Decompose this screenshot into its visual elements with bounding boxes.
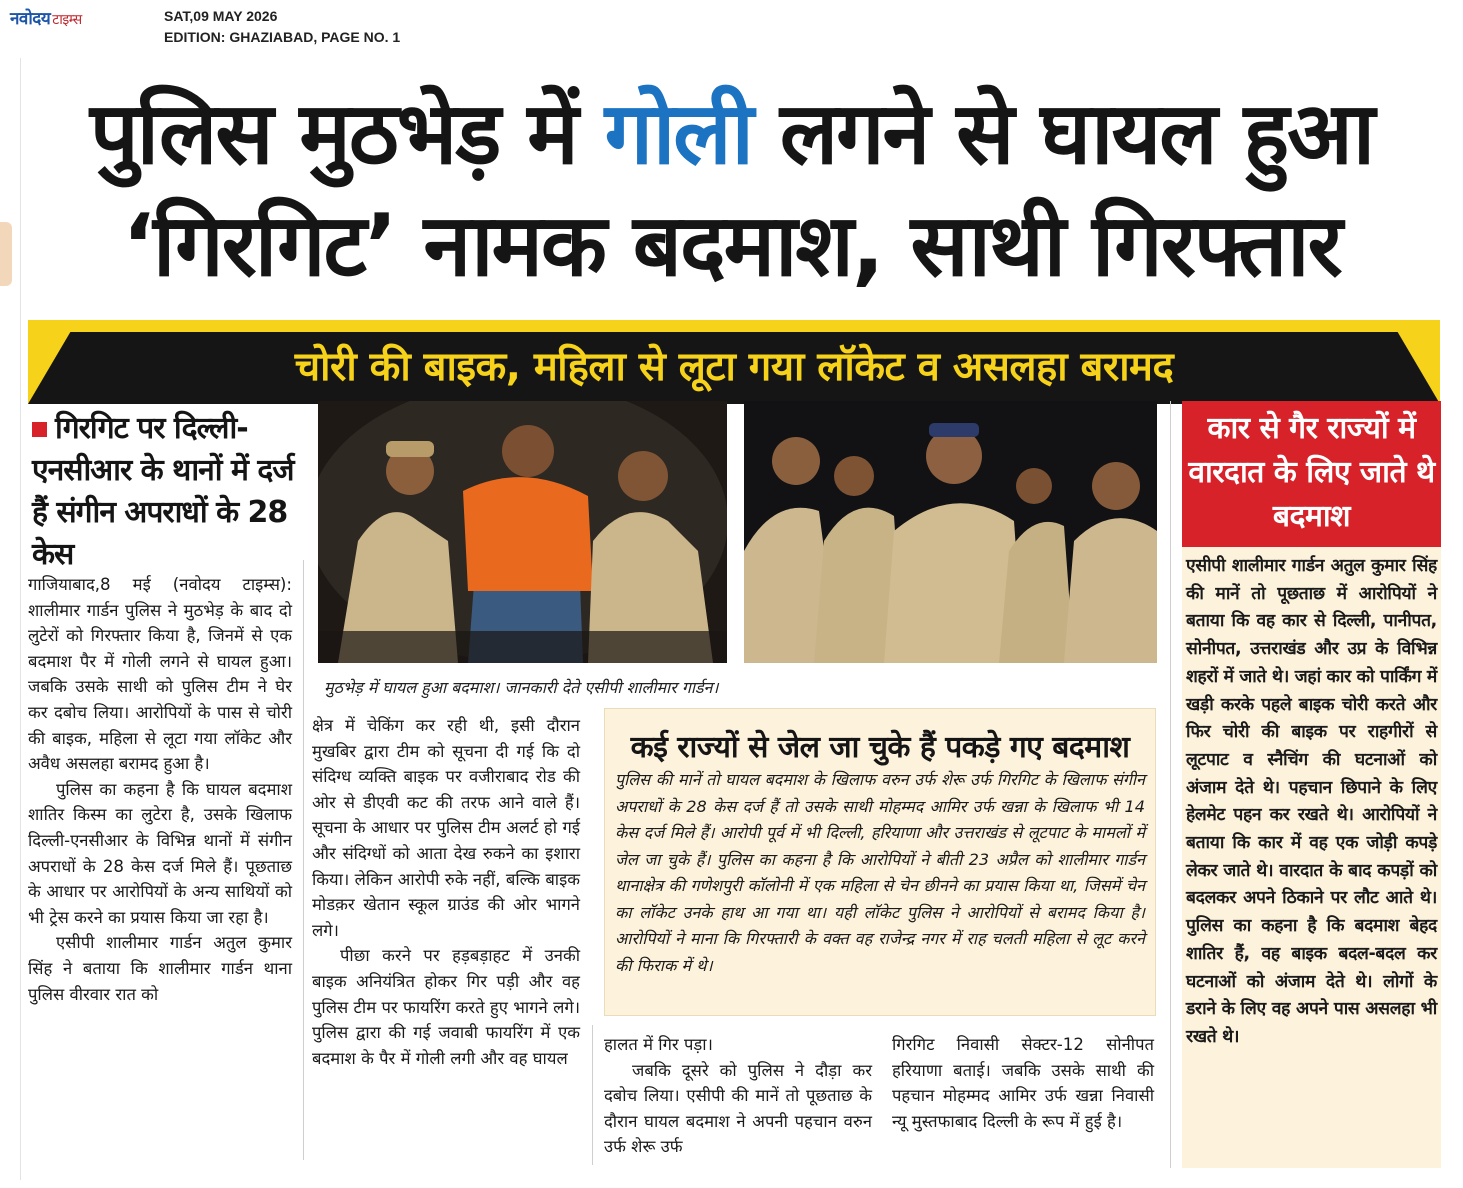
box-title: कई राज्यों से जेल जा चुके हैं पकड़े गए बदमाश — [630, 730, 1130, 765]
dateline — [164, 6, 400, 48]
page-header — [0, 0, 1463, 52]
headline-pre: पुलिस मुठभेड़ में — [89, 84, 605, 184]
side-headline-text: गिरगिट पर दिल्ली-एनसीआर के थानों में दर्ज हैं संगीन अपराधों के 28 केस — [32, 411, 294, 572]
paragraph: जबकि दूसरे को पुलिस ने दौड़ा कर दबोच लिया। एसीपी की मानें तो पूछताछ के दौरान घायल बदमाश ने अपनी पहचान वरुन उर्फ शेरू उर्फ — [604, 1060, 872, 1157]
headline-line-2: ‘गिरगिट’ नामक बदमाश, साथी गिरफ्तार — [122, 196, 1341, 296]
box-title-panel — [1182, 401, 1441, 547]
sidebar-box-jail-history — [604, 708, 1156, 1016]
issue-date: SAT,09 MAY 2026 — [164, 8, 278, 24]
red-square-bullet-icon — [32, 422, 47, 437]
logo-sub: टाइम्स — [52, 12, 82, 28]
article-column-4 — [892, 1032, 1154, 1134]
edition-info: EDITION: GHAZIABAD, PAGE NO. 1 — [164, 29, 401, 45]
sub-headline-strap — [28, 320, 1440, 404]
paragraph: पीछा करने पर हड़बड़ाहट में उनकी बाइक अनियंत्रित होकर गिर पड़ी और वह पुलिस टीम पर फायरिंग करते हुए भागने लगे। पुलिस द्वारा की गई जवाबी फायरिंग में एक बदमाश के पैर में गोली लगी और वह घायल — [312, 946, 580, 1068]
article-column-2 — [312, 713, 580, 1071]
article-column-1 — [28, 572, 292, 1007]
headline-post: लगने से घायल हुआ — [751, 84, 1374, 184]
box-text: पुलिस की मानें तो घायल बदमाश के खिलाफ वरुन उर्फ शेरू उर्फ गिरगिट के खिलाफ संगीन अपराधों के 28 केस दर्ज हैं तो उसके साथी मोहम्मद आमिर उर्फ खन्ना के खिलाफ भी 14 केस दर्ज मिले हैं। आरोपी पूर्व में भी दिल्ली, हरियाणा और उत्तराखंड से लूटपाट के मामलों में जेल जा चुके हैं। पुलिस का कहना है कि आरोपियों ने बीती 23 अप्रैल को शालीमार गार्डन थानाक्षेत्र की गणेशपुरी कॉलोनी में एक महिला से चेन छीनने का प्रयास किया था, जिसमें चेन का लॉकेट उनके हाथ आ गया था। यही लॉकेट पुलिस ने आरोपियों से बरामद किया है। आरोपियों ने माना कि गिरफ्तारी के वक्त वह राजेन्द्र नगर में राह चलती महिला से लूट करने की फिराक में थे। — [615, 770, 1145, 975]
photo-caption: मुठभेड़ में घायल हुआ बदमाश। जानकारी देते एसीपी शालीमार गार्डन। — [324, 678, 719, 697]
paragraph: गिरगिट निवासी सेक्टर-12 सोनीपत हरियाणा बताई। जबकि उसके साथी की पहचान मोहम्मद आमिर उर्फ खन्ना निवासी न्यू मुस्तफाबाद दिल्ली के रूप में हुई है। — [892, 1035, 1154, 1131]
box-title: कार से गैर राज्यों में वारदात के लिए जाते थे बदमाश — [1188, 411, 1435, 534]
column-divider — [1170, 401, 1171, 1168]
paragraph: पुलिस का कहना है कि घायल बदमाश शातिर किस्म का लुटेरा है, उसके खिलाफ दिल्ली-एनसीआर के विभिन्न थानों में संगीन अपराधों के 28 केस दर्ज मिले हैं। पूछताछ के आधार पर आरोपियों के अन्य साथियों को भी ट्रेस करने का प्रयास किया जा रहा है। — [28, 779, 292, 927]
article-column-3 — [604, 1032, 872, 1160]
paragraph: एसीपी शालीमार गार्डन अतुल कुमार सिंह ने बताया कि शालीमार गार्डन थाना पुलिस वीरवार रात को — [28, 933, 292, 1004]
sidebar-box-car-travel — [1182, 401, 1441, 1168]
headline-highlight: गोली — [604, 84, 752, 184]
side-headline — [32, 408, 294, 576]
paragraph: गाजियाबाद,8 मई (नवोदय टाइम्स): शालीमार गार्डन पुलिस ने मुठभेड़ के बाद दो लुटेरों को गिरफ्तार किया है, जिनमें से एक बदमाश पैर में गोली लगने से घायल हुआ। जबकि उसके साथी को पुलिस टीम ने घेर कर दबोच लिया। आरोपियों के पास से चोरी की बाइक, महिला से लूटा गया लॉकेट और अवैध असलहा बरामद हुआ है। — [28, 575, 292, 774]
paragraph: हालत में गिर पड़ा। — [604, 1035, 713, 1054]
photo-police-officers[interactable] — [744, 401, 1157, 663]
strap-text: चोरी की बाइक, महिला से लूटा गया लॉकेट व असलहा बरामद — [294, 344, 1174, 390]
photo-injured-suspect[interactable] — [318, 401, 727, 663]
column-divider — [303, 560, 304, 1160]
photo-injured-suspect-graphic — [318, 401, 727, 663]
column-divider — [592, 1025, 593, 1165]
logo-main: नवोदय — [10, 9, 51, 29]
headline-line-1 — [0, 78, 1463, 190]
newspaper-logo[interactable] — [10, 6, 82, 29]
paragraph: क्षेत्र में चेकिंग कर रही थी, इसी दौरान मुखबिर द्वारा टीम को सूचना दी गई कि दो संदिग्ध व्यक्ति बाइक पर वजीराबाद रोड की ओर से डीएवी कट की तरफ आने वाले हैं। सूचना के आधार पर पुलिस टीम अलर्ट हो गई और संदिग्धों को आता देख रुकने का इशारा किया। लेकिन आरोपी रुके नहीं, बल्कि बाइक मोडक़र खेतान स्कूल ग्राउंड की ओर भागने लगे। — [312, 716, 580, 940]
box-text: एसीपी शालीमार गार्डन अतुल कुमार सिंह की मानें तो पूछताछ में आरोपियों ने बताया कि वह कार से दिल्ली, पानीपत, सोनीपत, उत्तराखंड और उप्र के विभिन्न शहरों में जाते थे। जहां कार को पार्किंग में खड़ी करके पहले बाइक चोरी करते और फिर चोरी की बाइक पर राहगीरों से लूटपाट व स्नैचिंग की घटनाओं को अंजाम देते थे। पहचान छिपाने के लिए हेलमेट पहन कर रखते थे। आरोपियों ने बताया कि कार में वह एक जोड़ी कपड़े लेकर जाते थे। वारदात के बाद कपड़ों को बदलकर अपने ठिकाने पर लौट आते थे। पुलिस का कहना है कि बदमाश बेहद शातिर हैं, वह बाइक बदल-बदल कर घटनाओं को अंजाम देते थे। लोगों के डराने के लिए वह अपने पास असलहा भी रखते थे। — [1186, 556, 1437, 1047]
photo-police-officers-graphic — [744, 401, 1157, 663]
